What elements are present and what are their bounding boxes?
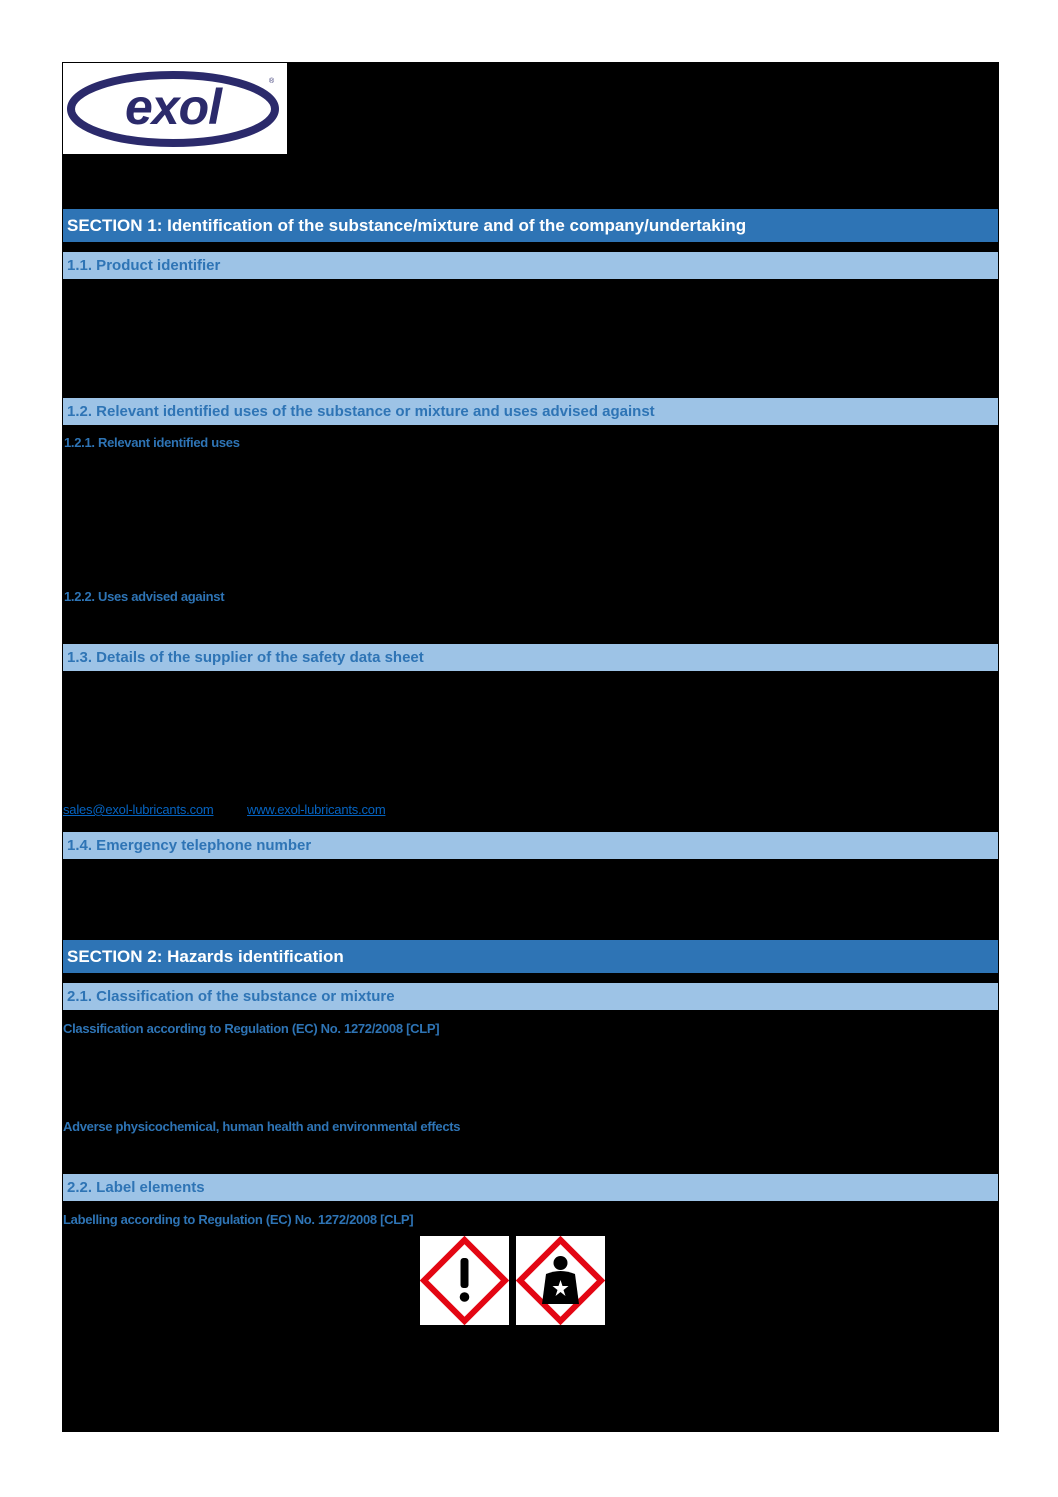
subsection-1-1-header: 1.1. Product identifier bbox=[63, 252, 998, 279]
ghs-exclamation-pictogram bbox=[420, 1236, 509, 1325]
health-hazard-icon bbox=[516, 1236, 605, 1325]
exclamation-mark-icon bbox=[420, 1236, 509, 1325]
section-2-header: SECTION 2: Hazards identification bbox=[63, 940, 998, 973]
email-link[interactable]: sales@exol-lubricants.com bbox=[63, 802, 214, 817]
exol-logo bbox=[63, 63, 287, 154]
subsection-2-2-header: 2.2. Label elements bbox=[63, 1174, 998, 1201]
section-1-header: SECTION 1: Identification of the substance/mixture and of the company/undertaking bbox=[63, 209, 998, 242]
subsection-1-3-header: 1.3. Details of the supplier of the safety data sheet bbox=[63, 644, 998, 671]
subsection-2-1-header: 2.1. Classification of the substance or mixture bbox=[63, 983, 998, 1010]
website-link[interactable]: www.exol-lubricants.com bbox=[247, 802, 386, 817]
subsection-1-4-header: 1.4. Emergency telephone number bbox=[63, 832, 998, 859]
subsection-1-2-header: 1.2. Relevant identified uses of the substance or mixture and uses advised against bbox=[63, 398, 998, 425]
adverse-effects-label: Adverse physicochemical, human health and environmental effects bbox=[63, 1119, 461, 1134]
uses-advised-against-label: 1.2.2. Uses advised against bbox=[64, 589, 225, 604]
logo-wordmark: exol bbox=[124, 79, 222, 135]
trademark-symbol: ® bbox=[269, 78, 275, 85]
ghs-health-hazard-pictogram bbox=[516, 1236, 605, 1325]
exol-logo-graphic bbox=[67, 71, 279, 147]
labelling-label: Labelling according to Regulation (EC) No. 1272/2008 [CLP] bbox=[63, 1212, 414, 1227]
relevant-uses-label: 1.2.1. Relevant identified uses bbox=[64, 435, 240, 450]
classification-label: Classification according to Regulation (EC) No. 1272/2008 [CLP] bbox=[63, 1021, 440, 1036]
